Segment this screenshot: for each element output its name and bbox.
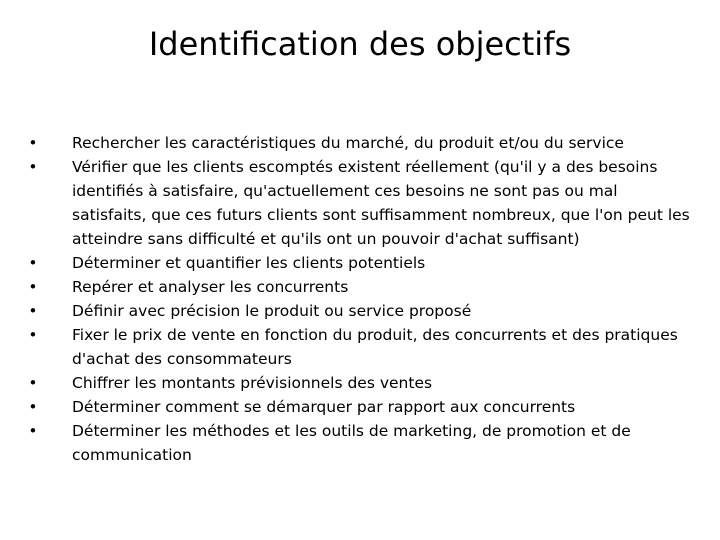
list-item	[28, 251, 692, 275]
bullet-icon: •	[28, 134, 38, 152]
list-item-text: Vérifier que les clients escomptés existent réellement (qu'il y a des besoins identifiés à satisfaire, qu'actuellement ces besoins ne sont pas ou mal satisfaits, que ces futurs clients sont suffisamment nombreux, que l'on peut les atteindre sans difficulté et qu'ils ont un pouvoir d'achat suffisant)	[72, 158, 690, 248]
list-item	[28, 131, 692, 155]
bullet-list	[28, 131, 692, 467]
bullet-icon: •	[28, 422, 38, 440]
slide-title: Identification des objectifs	[148, 25, 572, 63]
bullet-icon: •	[28, 278, 38, 296]
list-item-text: Déterminer et quantifier les clients potentiels	[72, 254, 426, 272]
list-item-text: Chiffrer les montants prévisionnels des ventes	[72, 374, 433, 392]
bullet-icon: •	[28, 326, 38, 344]
bullet-icon: •	[28, 374, 38, 392]
list-item-text: Déterminer comment se démarquer par rapport aux concurrents	[72, 398, 576, 416]
list-item	[28, 371, 692, 395]
list-item	[28, 395, 692, 419]
list-item	[28, 419, 692, 467]
list-item-text: Déterminer les méthodes et les outils de marketing, de promotion et de communication	[72, 422, 631, 464]
list-item	[28, 299, 692, 323]
bullet-icon: •	[28, 254, 38, 272]
bullet-icon: •	[28, 158, 38, 176]
bullet-icon: •	[28, 398, 38, 416]
list-item-text: Repérer et analyser les concurrents	[72, 278, 349, 296]
list-item	[28, 323, 692, 371]
list-item	[28, 275, 692, 299]
list-item-text: Rechercher les caractéristiques du marché, du produit et/ou du service	[72, 134, 624, 152]
list-item-text: Définir avec précision le produit ou service proposé	[72, 302, 472, 320]
bullet-icon: •	[28, 302, 38, 320]
list-item	[28, 155, 692, 251]
list-item-text: Fixer le prix de vente en fonction du produit, des concurrents et des pratiques d'achat des consommateurs	[72, 326, 678, 368]
